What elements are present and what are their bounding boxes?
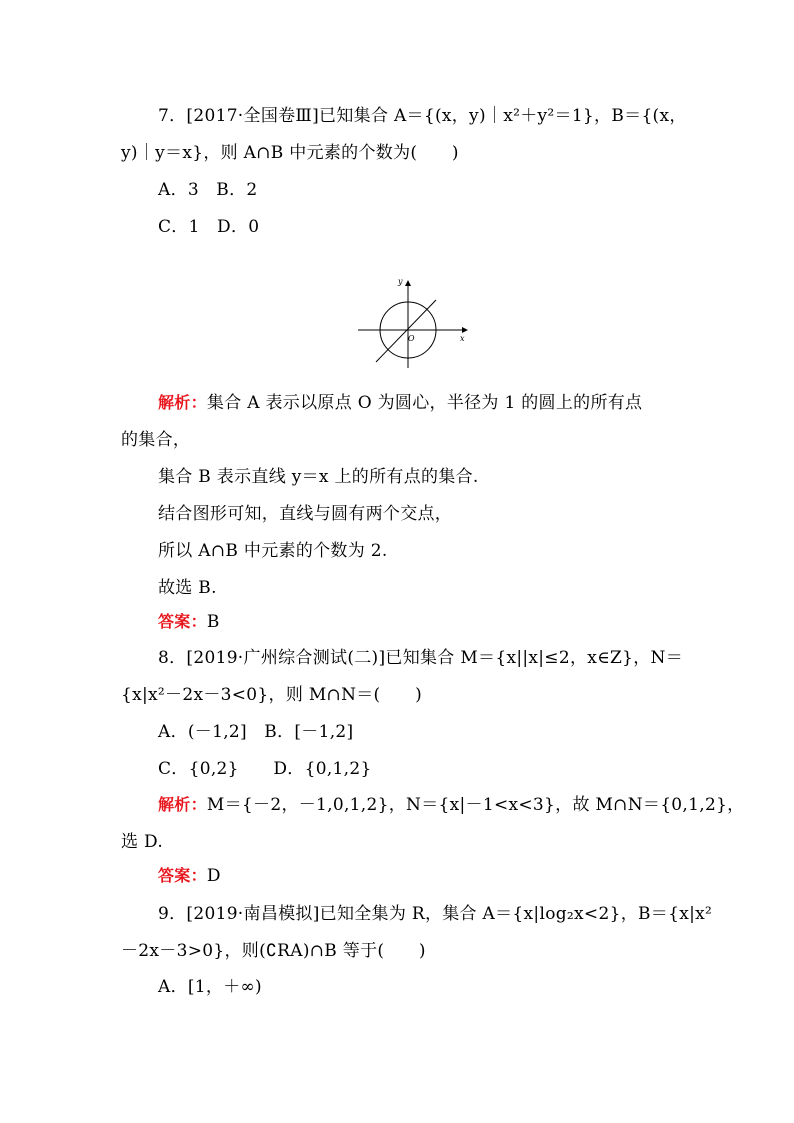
y-axis-label: y: [398, 277, 403, 286]
q9-option-a: A．[1，＋∞): [158, 977, 262, 997]
q7-options-cd: C．1 D．0: [158, 217, 260, 237]
sol7-line-1: [158, 391, 642, 415]
q7-line-2: y)｜y＝x}，则 A∩B 中元素的个数为( ): [121, 143, 459, 163]
answer-8-value: D: [206, 866, 221, 886]
q7-line-1: 7．[2017·全国卷Ⅲ]已知集合 A＝{(x，y)｜x²＋y²＝1}，B＝{(x，: [158, 106, 687, 126]
sol7-line-4: 结合图形可知，直线与圆有两个交点，: [158, 504, 453, 524]
sol8-text-1: M＝{－2，－1,0,1,2}，N＝{x|－1<x<3}，故 M∩N＝{0,1,2}，: [206, 795, 745, 815]
answer-7-value: B: [206, 612, 220, 632]
q9-line-2: －2x－3>0}，则(∁RA)∩B 等于( ): [121, 941, 426, 961]
x-axis-arrow: [462, 327, 468, 333]
answer-7: [158, 610, 220, 634]
x-axis-label: x: [460, 334, 465, 343]
q9-line-1: 9．[2019·南昌模拟]已知全集为 R，集合 A＝{x|log₂x<2}，B＝{x|x²: [158, 904, 713, 924]
q8-line-1: 8．[2019·广州综合测试(二)]已知集合 M＝{x||x|≤2，x∈Z}，N＝: [158, 648, 684, 668]
answer-label: 答案：: [158, 866, 207, 885]
sol7-line-3: 集合 B 表示直线 y＝x 上的所有点的集合.: [158, 467, 479, 487]
sol7-text-1: 集合 A 表示以原点 O 为圆心，半径为 1 的圆上的所有点: [206, 393, 643, 413]
origin-label: O: [408, 334, 415, 343]
answer-label: 答案：: [158, 612, 207, 631]
sol8-line-2: 选 D.: [121, 832, 164, 852]
q7-options-ab: A．3 B．2: [158, 180, 258, 200]
sol7-line-5: 所以 A∩B 中元素的个数为 2.: [158, 541, 388, 561]
sol7-line-6: 故选 B.: [158, 578, 217, 598]
circle-line-figure: [350, 274, 470, 374]
q8-options-cd: C．{0,2} D．{0,1,2}: [158, 759, 372, 779]
q8-options-ab: A．(－1,2] B．[－1,2]: [158, 722, 354, 742]
analysis-label: 解析：: [158, 393, 207, 412]
y-axis-arrow: [405, 280, 411, 286]
answer-8: [158, 864, 221, 888]
q8-line-2: {x|x²－2x－3<0}，则 M∩N＝( ): [121, 685, 423, 705]
sol8-line-1: [158, 793, 744, 817]
sol7-line-2: 的集合，: [121, 430, 191, 450]
analysis-label: 解析：: [158, 795, 207, 814]
line-y-equals-x: [376, 300, 436, 362]
